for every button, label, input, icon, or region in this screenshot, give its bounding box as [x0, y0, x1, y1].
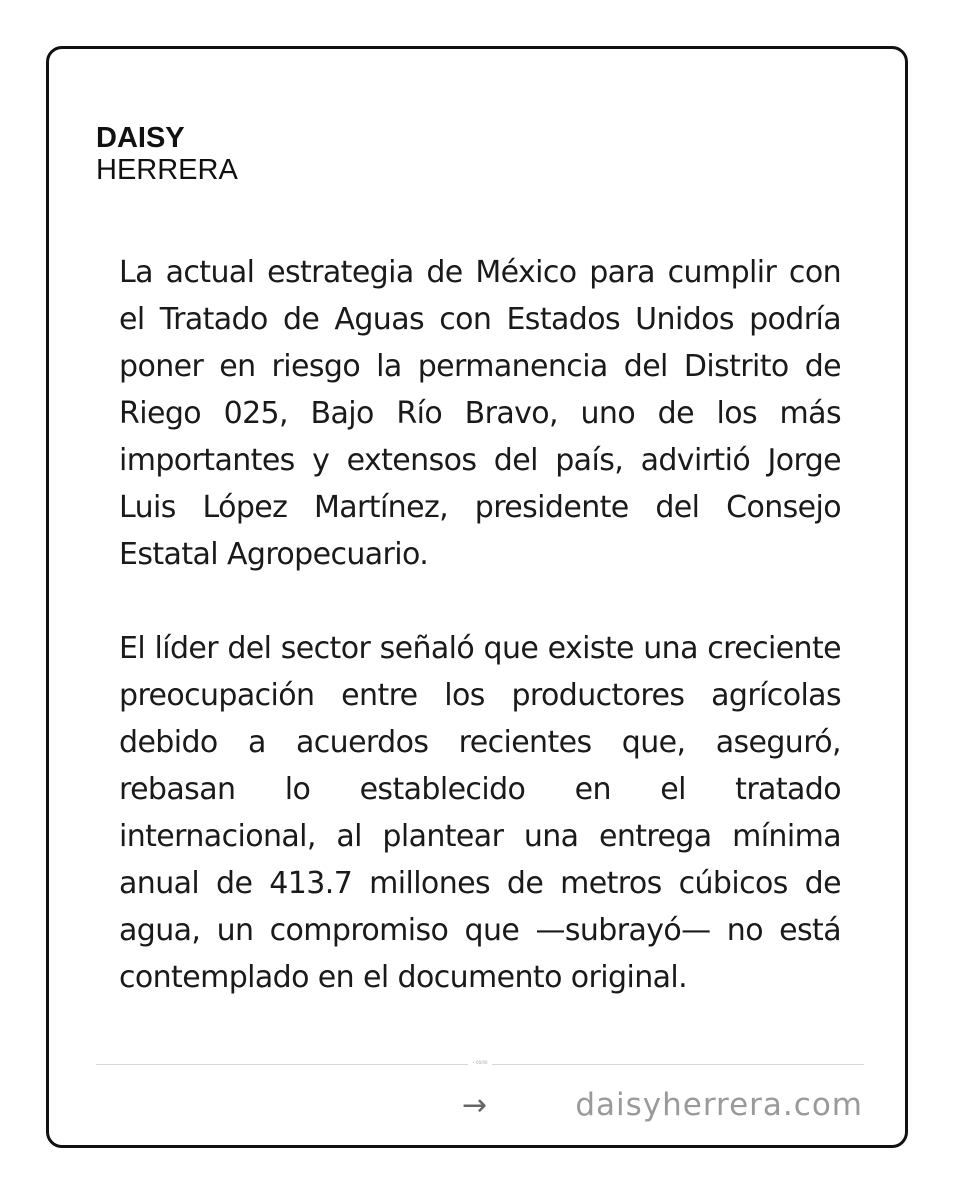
brand-last-name: HERRERA	[96, 154, 238, 186]
website-link[interactable]: daisyherrera.com	[575, 1087, 863, 1123]
article-body	[119, 249, 841, 1048]
article-paragraph-2: El líder del sector señaló que existe una creciente preocupación entre los productores agrícolas debido a acuerdos recientes que, aseguró, rebasan lo establecido en el tratado internacional, al plantear una entrega mínima anual de 413.7 millones de metros cúbicos de agua, un compromiso que —subrayó— no está contemplado en el documento original.	[119, 631, 841, 995]
right-arrow-icon[interactable]: →	[462, 1088, 488, 1123]
brand-logo	[96, 122, 238, 186]
footer-divider-right	[492, 1064, 864, 1065]
footer-divider-left	[96, 1064, 468, 1065]
article-paragraph-1: La actual estrategia de México para cumplir con el Tratado de Aguas con Estados Unidos podría poner en riesgo la permanencia del Distrito de Riego 025, Bajo Río Bravo, uno de los más importantes y extensos del país, advirtió Jorge Luis López Martínez, presidente del Consejo Estatal Agropecuario.	[119, 255, 841, 572]
divider-mark: • 00/00	[472, 1060, 488, 1065]
brand-first-name: DAISY	[96, 122, 185, 154]
